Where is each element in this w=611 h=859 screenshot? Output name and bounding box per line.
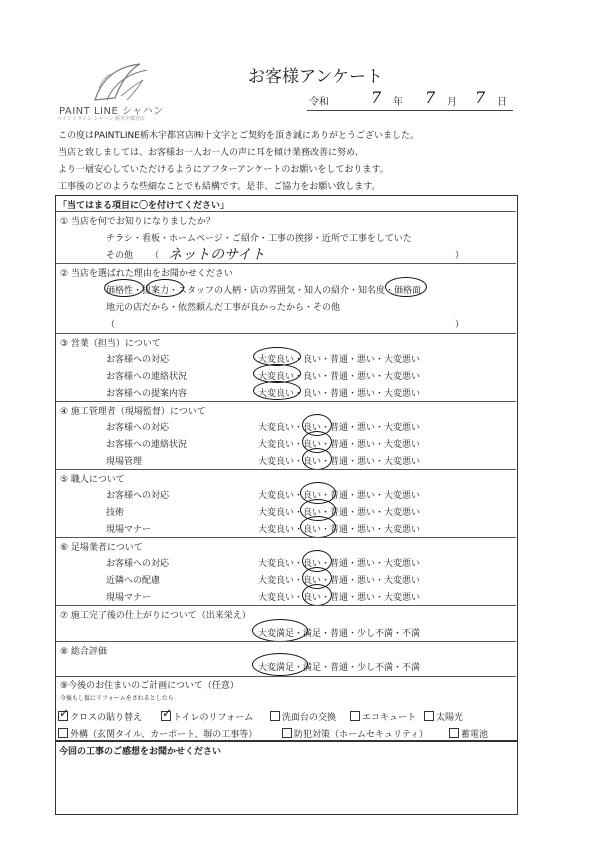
checkbox[interactable] [350, 711, 360, 721]
intro-line-4: 工事後のどのような些細なことでも結構です。是非、ご協力をお願い致します。 [58, 182, 381, 192]
checkbox[interactable] [161, 706, 173, 721]
date-day-unit: 日 [497, 97, 507, 108]
q3-row-scale: 大変良い・良い・普通・悪い・大変悪い [258, 372, 421, 382]
q3-row-scale: 大変良い・良い・普通・悪い・大変悪い [258, 389, 421, 399]
q9-title: ⑨今後のお住まいのご計画について（任意） [60, 681, 239, 691]
date-era: 令和 [309, 97, 329, 108]
q5-row-label: お客様への対応 [106, 491, 170, 501]
q4-row-label: お客様への対応 [106, 423, 170, 433]
q6-row-scale: 大変良い・良い・普通・悪い・大変悪い [258, 593, 421, 603]
checkbox[interactable] [58, 706, 70, 721]
company-logo [55, 58, 180, 122]
q6-row-label: 近隣への配慮 [106, 576, 161, 586]
q9-option-washbasin[interactable] [270, 710, 336, 723]
q6-row-label: お客様への対応 [106, 559, 170, 569]
date-month-unit: 月 [447, 97, 457, 108]
date-year-unit: 年 [393, 97, 403, 108]
page-title: お客様アンケート [248, 67, 383, 87]
date-line [307, 90, 513, 111]
option-label: クロスの貼り替え [70, 713, 143, 723]
q3-row-label: お客様への提案内容 [106, 389, 188, 399]
date-day: 7 [475, 88, 486, 107]
selection-circle [300, 516, 336, 538]
intro-line-1: この度はPAINTLINE栃木宇都宮店㈱十文字とご契約を頂き誠にありがとうございました。 [58, 131, 419, 141]
q1-other-label: その他 [106, 251, 134, 261]
selection-circle [252, 653, 308, 676]
selection-circle [302, 448, 332, 470]
comments-title: 今回の工事のご感想をお聞かせください [59, 747, 222, 757]
q8-scale: 大変満足・満足・普通・少し不満・不満 [258, 663, 421, 673]
logo-swoosh-icon [55, 58, 180, 103]
q6-row-scale: 大変良い・良い・普通・悪い・大変悪い [258, 559, 421, 569]
q4-row-label: お客様への連絡状況 [106, 440, 188, 450]
date-year: 7 [371, 88, 382, 107]
q9-option-solar[interactable] [424, 710, 463, 723]
q1-options: チラシ・看板・ホームページ・ご紹介・工事の挨拶・近所で工事をしていた [106, 234, 412, 244]
q2-options-line1: 価格性・提案力・スタッフの人柄・店の雰囲気・知人の紹介・知名度・価格面 [106, 286, 422, 296]
q5-title: ⑤ 職人について [60, 475, 125, 485]
q9-option-cross[interactable] [58, 706, 143, 723]
q2-paren-open: （ [106, 320, 116, 330]
logo-subtext: ペイントライン シャハン 栃木宇都宮店 [57, 116, 145, 122]
selection-circle [146, 279, 184, 297]
q9-option-battery[interactable] [449, 727, 488, 740]
q3-row-scale: 大変良い・良い・普通・悪い・大変悪い [258, 355, 421, 365]
q7-title: ⑦ 施工完了後の仕上がりについて（出来栄え） [60, 611, 251, 621]
q2-title: ② 当店を選ばれた理由をお聞かせください [60, 269, 233, 279]
q9-option-ecocute[interactable] [350, 710, 416, 723]
date-month: 7 [425, 88, 436, 107]
checkbox[interactable] [58, 728, 68, 738]
q9-option-toilet[interactable] [161, 706, 254, 723]
q4-row-scale: 大変良い・良い・普通・悪い・大変悪い [258, 457, 421, 467]
q1-paren-open: （ [150, 251, 160, 261]
q5-row-label: 技術 [106, 508, 125, 518]
selection-circle [302, 584, 332, 606]
q4-row-scale: 大変良い・良い・普通・悪い・大変悪い [258, 440, 421, 450]
q9-note: 今後もし仮にリフォームをされるとしたら [60, 695, 174, 702]
checkbox[interactable] [449, 728, 459, 738]
option-label: 外構（玄関タイル、カーポート、塀の工事等） [70, 730, 258, 740]
q4-row-scale: 大変良い・良い・普通・悪い・大変悪い [258, 423, 421, 433]
q7-scale: 大変満足・満足・普通・少し不満・不満 [258, 629, 421, 639]
q5-row-scale: 大変良い・良い・普通・悪い・大変悪い [258, 525, 421, 535]
instruction: 「当てはまる項目に〇を付けてください」 [58, 201, 230, 211]
checkbox[interactable] [282, 728, 292, 738]
q3-title: ③ 営業（担当）について [60, 339, 161, 349]
check-mark-icon: ✓ [162, 706, 173, 720]
option-label: 洗面台の交換 [282, 713, 337, 723]
intro-line-2: 当店と致しましては、お客様お一人お一人の声に耳を傾け業務改善に努め、 [58, 148, 364, 158]
q6-row-scale: 大変良い・良い・普通・悪い・大変悪い [258, 576, 421, 586]
option-label: エコキュート [362, 713, 417, 723]
q1-paren-close: ） [455, 251, 465, 261]
q3-row-label: お客様への対応 [106, 355, 170, 365]
option-label: 太陽光 [436, 713, 464, 723]
logo-text: PAINT LINE シャハン [59, 106, 164, 117]
intro-line-3: より一層安心していただけるようにアフターアンケートのお願いをしております。 [58, 165, 389, 175]
q5-row-label: 現場マナー [106, 525, 152, 535]
q6-row-label: 現場マナー [106, 593, 152, 603]
q2-options-line2: 地元の店だから・依然頼んだ工事が良かったから・その他 [106, 303, 341, 313]
q4-row-label: 現場管理 [106, 457, 143, 467]
selection-circle [252, 619, 308, 642]
selection-circle [385, 277, 427, 297]
checkbox[interactable] [424, 711, 434, 721]
q3-row-label: お客様への連絡状況 [106, 372, 188, 382]
q6-title: ⑥ 足場業者について [60, 543, 143, 553]
checkbox[interactable] [270, 711, 280, 721]
q1-title: ① 当店を何でお知りになりましたか？ [60, 217, 215, 227]
q1-other-answer[interactable]: ネットのサイト [168, 247, 266, 263]
check-mark-icon: ✓ [59, 706, 70, 720]
comments-box[interactable] [55, 741, 518, 815]
q4-title: ④ 施工管理者（現場監督）について [60, 407, 206, 417]
q9-option-security[interactable] [282, 727, 428, 740]
q8-title: ⑧ 総合評価 [60, 647, 107, 657]
option-label: 蓄電池 [461, 730, 489, 740]
option-label: 防犯対策（ホームセキュリティ） [294, 730, 429, 740]
q2-paren-close: ） [455, 320, 465, 330]
selection-circle [253, 381, 301, 400]
option-label: トイレのリフォーム [173, 713, 254, 723]
q9-option-exterior[interactable] [58, 727, 257, 740]
q5-row-scale: 大変良い・良い・普通・悪い・大変悪い [258, 491, 421, 501]
selection-circle [104, 279, 144, 297]
q5-row-scale: 大変良い・良い・普通・悪い・大変悪い [258, 508, 421, 518]
